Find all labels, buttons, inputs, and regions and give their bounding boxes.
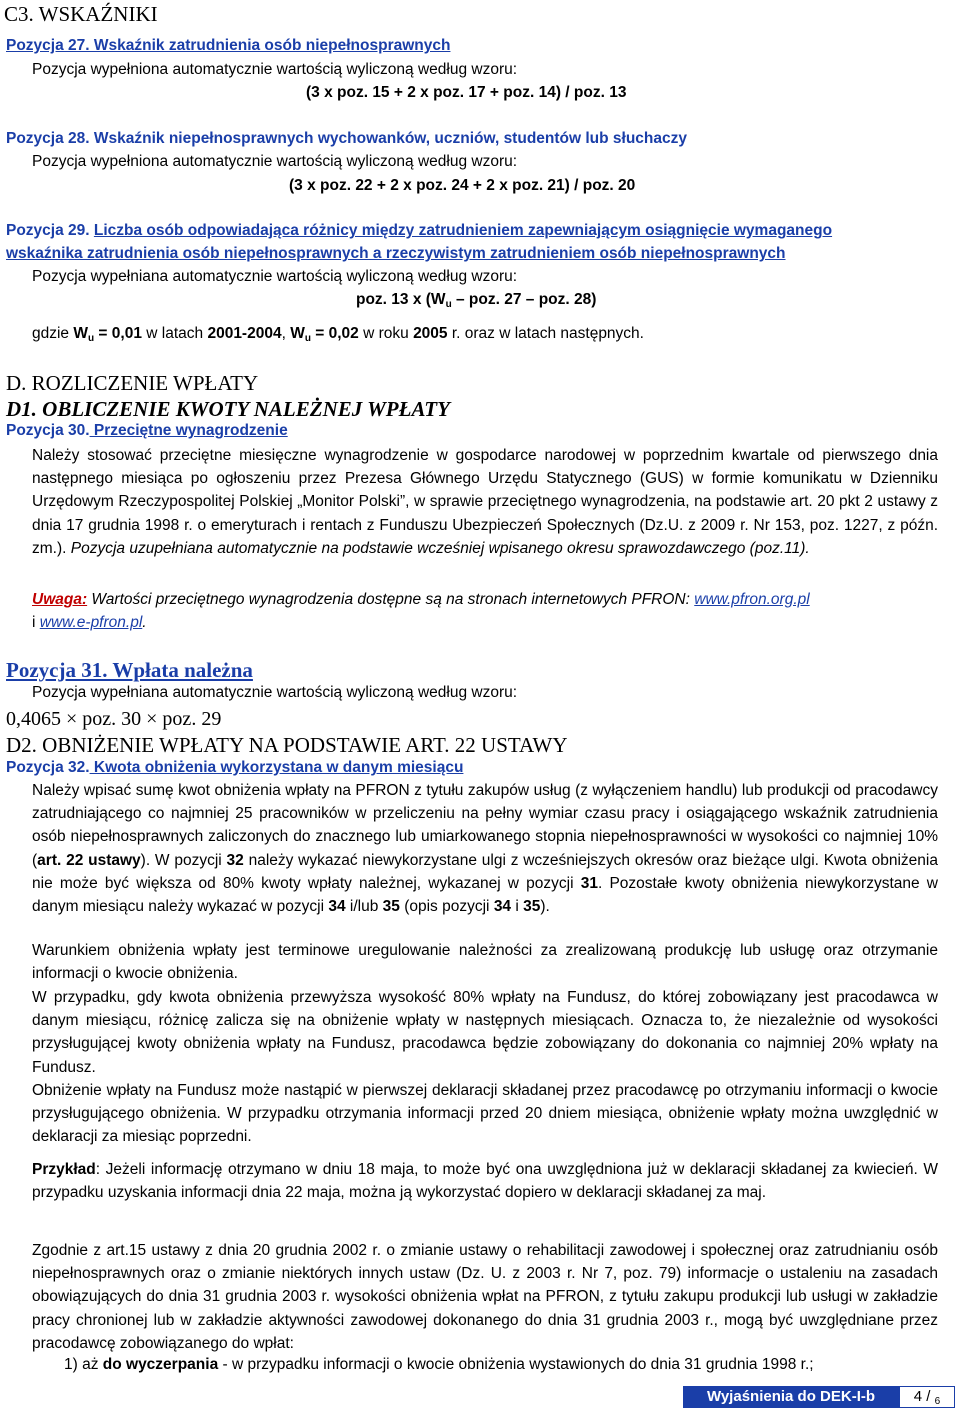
poz32-p1: Należy wpisać sumę kwot obniżenia wpłaty na PFRON z tytułu zakupów usług (z wyłączeniem handlu) lub produkcji od pracodawcy zatrudniającego co najmniej 25 pracowników w przeliczeniu na pełny wymiar czasu pracy i osiągającego wskaźnik zatrudnienia osób niepełnosprawnych zaliczonych do znacznego lub umiarkowanego stopnia niepełnosprawności w wysokości co najmniej 10% (art. 22 ustawy). W pozycji 32 należy wykazać niewykorzystane ulgi z wcześniejszych okresów oraz bieżące ulgi. Kwota obniżenia nie może być większa od 80% kwoty wpłaty należnej, wykazanej w pozycji 31. Pozostałe kwoty obniżenia niewykorzystane w danym miesiącu należy wykazać w pozycji 34 i/lub 35 (opis pozycji 34 i 35). — [32, 782, 938, 916]
e-pfron-link[interactable]: www.e-pfron.pl — [39, 614, 143, 632]
poz29-line: Pozycja wypełniana automatycznie wartością wyliczoną według wzoru: — [32, 268, 518, 285]
poz29-gdzie: gdzie $W_u = 0,01$ w latach 2001-2004, $W_u = 0,02$ w roku 2005 r. oraz w latach następnych. — [32, 325, 644, 344]
footer-label: Wyjaśnienia do DEK-I-b — [683, 1386, 899, 1408]
poz30-uwaga: Uwaga: Wartości przeciętnego wynagrodzenia dostępne są na stronach internetowych PFRON: www.pfron.org.pl i www.e-pfron.pl. — [32, 591, 810, 632]
poz27-title: Pozycja 27. Wskaźnik zatrudnienia osób niepełnosprawnych — [6, 37, 451, 54]
poz29-formula: poz. 13 x ($W_u$ – poz. 27 – poz. 28) — [356, 291, 597, 310]
poz31-line: Pozycja wypełniana automatycznie wartością wyliczoną według wzoru: — [32, 684, 518, 701]
poz30-title — [6, 422, 288, 440]
poz28-title: Pozycja 28. Wskaźnik niepełnosprawnych wychowanków, uczniów, studentów lub słuchaczy — [6, 130, 688, 147]
poz32-item1: 1) aż do wyczerpania - w przypadku informacji o kwocie obniżenia wystawionych do dnia 31 grudnia 1998 r.; — [64, 1356, 814, 1373]
section-heading-d2: D2. OBNIŻENIE WPŁATY NA PODSTAWIE ART. 22 USTAWY — [6, 733, 568, 757]
poz27-line: Pozycja wypełniona automatycznie wartością wyliczoną według wzoru: — [32, 61, 518, 78]
section-heading-d: D. ROZLICZENIE WPŁATY — [6, 371, 259, 395]
poz29-title-line1 — [6, 222, 832, 240]
poz32-title — [6, 759, 463, 777]
poz30-body: Należy stosować przeciętne miesięczne wynagrodzenie w gospodarce narodowej w poprzednim kwartale od pierwszego dnia następnego miesiąca po ogłoszeniu przez Prezesa Głównego Urzędu Statycznego (GUS) w formie komunikatu w Dzienniku Urzędowym Rzeczypospolitej Polskiej „Monitor Polski”, w sprawie przeciętnego wynagrodzenia, na podstawie art. 20 pkt 2 ustawy z dnia 17 grudnia 1998 r. o emeryturach i rentach z Funduszu Ubezpieczeń Społecznych (Dz.U. z 2009 r. Nr 153, poz. 1227, z późn. zm.). Pozycja uzupełniana automatycznie na podstawie wcześniej wpisanego okresu sprawozdawczego (poz.11). — [32, 447, 938, 557]
poz30-title-text: Przeciętne wynagrodzenie — [89, 422, 288, 439]
poz32-title-text: Kwota obniżenia wykorzystana w danym miesiącu — [89, 759, 464, 776]
poz28-formula: (3 x poz. 22 + 2 x poz. 24 + 2 x poz. 21) / poz. 20 — [289, 177, 636, 194]
poz28-line: Pozycja wypełniona automatycznie wartością wyliczoną według wzoru: — [32, 153, 518, 170]
poz32-p3: W przypadku, gdy kwota obniżenia przewyższa wysokość 80% wpłaty na Fundusz, do której zobowiązany jest pracodawca w danym miesiącu, różnicę zalicza się na obniżenie wpłaty w następnych miesiącach. Oznacza to, że niezależnie od wysokości przysługującej kwoty obniżenia wpłaty na Fundusz, pracodawca będzie zobowiązany do dokonania co najmniej 20% wpłaty na Fundusz. — [32, 989, 938, 1076]
poz32-p4: Obniżenie wpłaty na Fundusz może nastąpić w pierwszej deklaracji składanej przez pracodawcę po otrzymaniu informacji o kwocie przysługującego obniżenia. W przypadku otrzymania informacji przed 20 dniem miesiąca, obniżenie wpłaty można uwzględnić w deklaracji za miesiąc poprzedni. — [32, 1082, 938, 1146]
footer-page-number: 4 / $_6$ — [899, 1386, 955, 1408]
uwaga-label: Uwaga: — [32, 591, 88, 608]
poz27-formula: (3 x poz. 15 + 2 x poz. 17 + poz. 14) / poz. 13 — [306, 84, 627, 101]
section-heading-c3: C3. WSKAŹNIKI — [4, 2, 158, 26]
poz32-p6: Zgodnie z art.15 ustawy z dnia 20 grudnia 2002 r. o zmianie ustawy o rehabilitacji zawodowej i społecznej oraz zatrudnianiu osób niepełnosprawnych oraz o zmianie niektórych innych ustaw (Dz. U. z 2003 r. Nr 7, poz. 79) informacje o ustaleniu na zasadach obowiązujących do dnia 31 grudnia 2003 r. wysokości obniżenia wpłat na PFRON, z tytułu zakupu produkcji lub usługi w zakładzie pracy chronionej lub w zakładzie aktywności zawodowej dokonanego do dnia 31 grudnia 2003 r., mogą być uwzględniane przez pracodawcę zobowiązanego do wpłat: — [32, 1242, 938, 1352]
poz29-title-line2: wskaźnika zatrudnienia osób niepełnosprawnych a rzeczywistym zatrudnieniem osób niepełnosprawnych — [6, 245, 786, 262]
poz30-label: Pozycja 30. — [6, 422, 90, 439]
poz31-formula: 0,4065 × poz. 30 × poz. 29 — [6, 708, 222, 730]
poz32-label: Pozycja 32. — [6, 759, 90, 776]
poz31-title: Pozycja 31. Wpłata należna — [6, 658, 253, 682]
poz29-title-text: Liczba osób odpowiadająca różnicy między zatrudnieniem zapewniającym osiągnięcie wymaganego — [93, 222, 833, 239]
pfron-link[interactable]: www.pfron.org.pl — [694, 591, 810, 608]
section-heading-d1: D1. OBLICZENIE KWOTY NALEŻNEJ WPŁATY — [6, 397, 450, 421]
poz32-p5: Przykład: Jeżeli informację otrzymano w dniu 18 maja, to może być ona uwzględniona już w deklaracji składanej za kwiecień. W przypadku uzyskania informacji dnia 22 maja, można ją wykorzystać dopiero w deklaracji składanej za maj. — [32, 1161, 938, 1202]
poz32-p2: Warunkiem obniżenia wpłaty jest terminowe uregulowanie należności za zrealizowaną produkcję lub usługę oraz otrzymanie informacji o kwocie obniżenia. — [32, 942, 938, 983]
poz29-label: Pozycja 29. — [6, 222, 90, 239]
